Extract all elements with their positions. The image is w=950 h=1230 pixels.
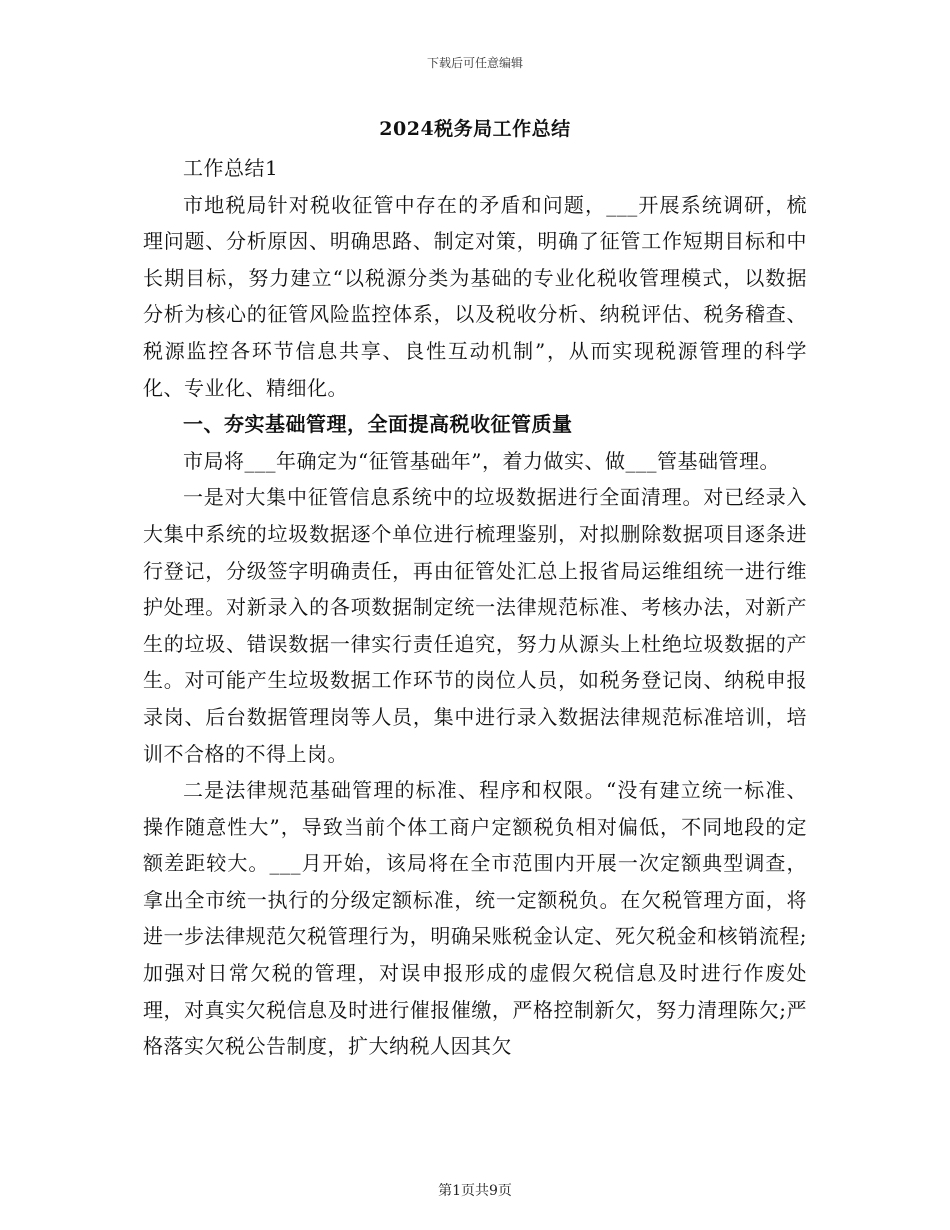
document-title: 2024税务局工作总结 [379,118,571,140]
body-paragraph-intro: 市地税局针对税收征管中存在的矛盾和问题，___开展系统调研，梳理问题、分析原因、明确思路、制定对策，明确了征管工作短期目标和中长期目标，努力建立“以税源分类为基础的专业化税收管理模式，以数据分析为核心的征管风险监控体系，以及税收分析、纳税评估、税务稽查、税源监控各环节信息共享、良性互动机制”，从而实现税源管理的科学化、专业化、精细化。 [143,192,807,400]
document-body [143,150,807,1065]
body-paragraph-data-cleanup: 一是对大集中征管信息系统中的垃圾数据进行全面清理。对已经录入大集中系统的垃圾数据逐个单位进行梳理鉴别，对拟删除数据项目逐条进行登记，分级签字明确责任，再由征管处汇总上报省局运维组统一进行维护处理。对新录入的各项数据制定统一法律规范标准、考核办法，对新产生的垃圾、错误数据一律实行责任追究，努力从源头上杜绝垃圾数据的产生。对可能产生垃圾数据工作环节的岗位人员，如税务登记岗、纳税申报录岗、后台数据管理岗等人员，集中进行录入数据法律规范标准培训，培训不合格的不得上岗。 [143,485,807,766]
section-label: 工作总结1 [183,156,279,180]
section-heading-1: 一、夯实基础管理，全面提高税收征管质量 [183,412,573,437]
body-paragraph-standards: 二是法律规范基础管理的标准、程序和权限。“没有建立统一标准、操作随意性大”，导致当前个体工商户定额税负相对偏低，不同地段的定额差距较大。___月开始，该局将在全市范围内开展一次定额典型调查，拿出全市统一执行的分级定额标准，统一定额税负。在欠税管理方面，将进一步法律规范欠税管理行为，明确呆账税金认定、死欠税金和核销流程;加强对日常欠税的管理，对误申报形成的虚假欠税信息及时进行作废处理，对真实欠税信息及时进行催报催缴，严格控制新欠，努力清理陈欠;严格落实欠税公告制度，扩大纳税人因其欠 [143,778,807,1059]
page-number: 第1页共9页 [438,1183,512,1199]
body-paragraph-foundation-year: 市局将___年确定为“征管基础年”，着力做实、做___管基础管理。 [183,448,780,473]
page-header-note: 下载后可任意编辑 [426,56,523,70]
